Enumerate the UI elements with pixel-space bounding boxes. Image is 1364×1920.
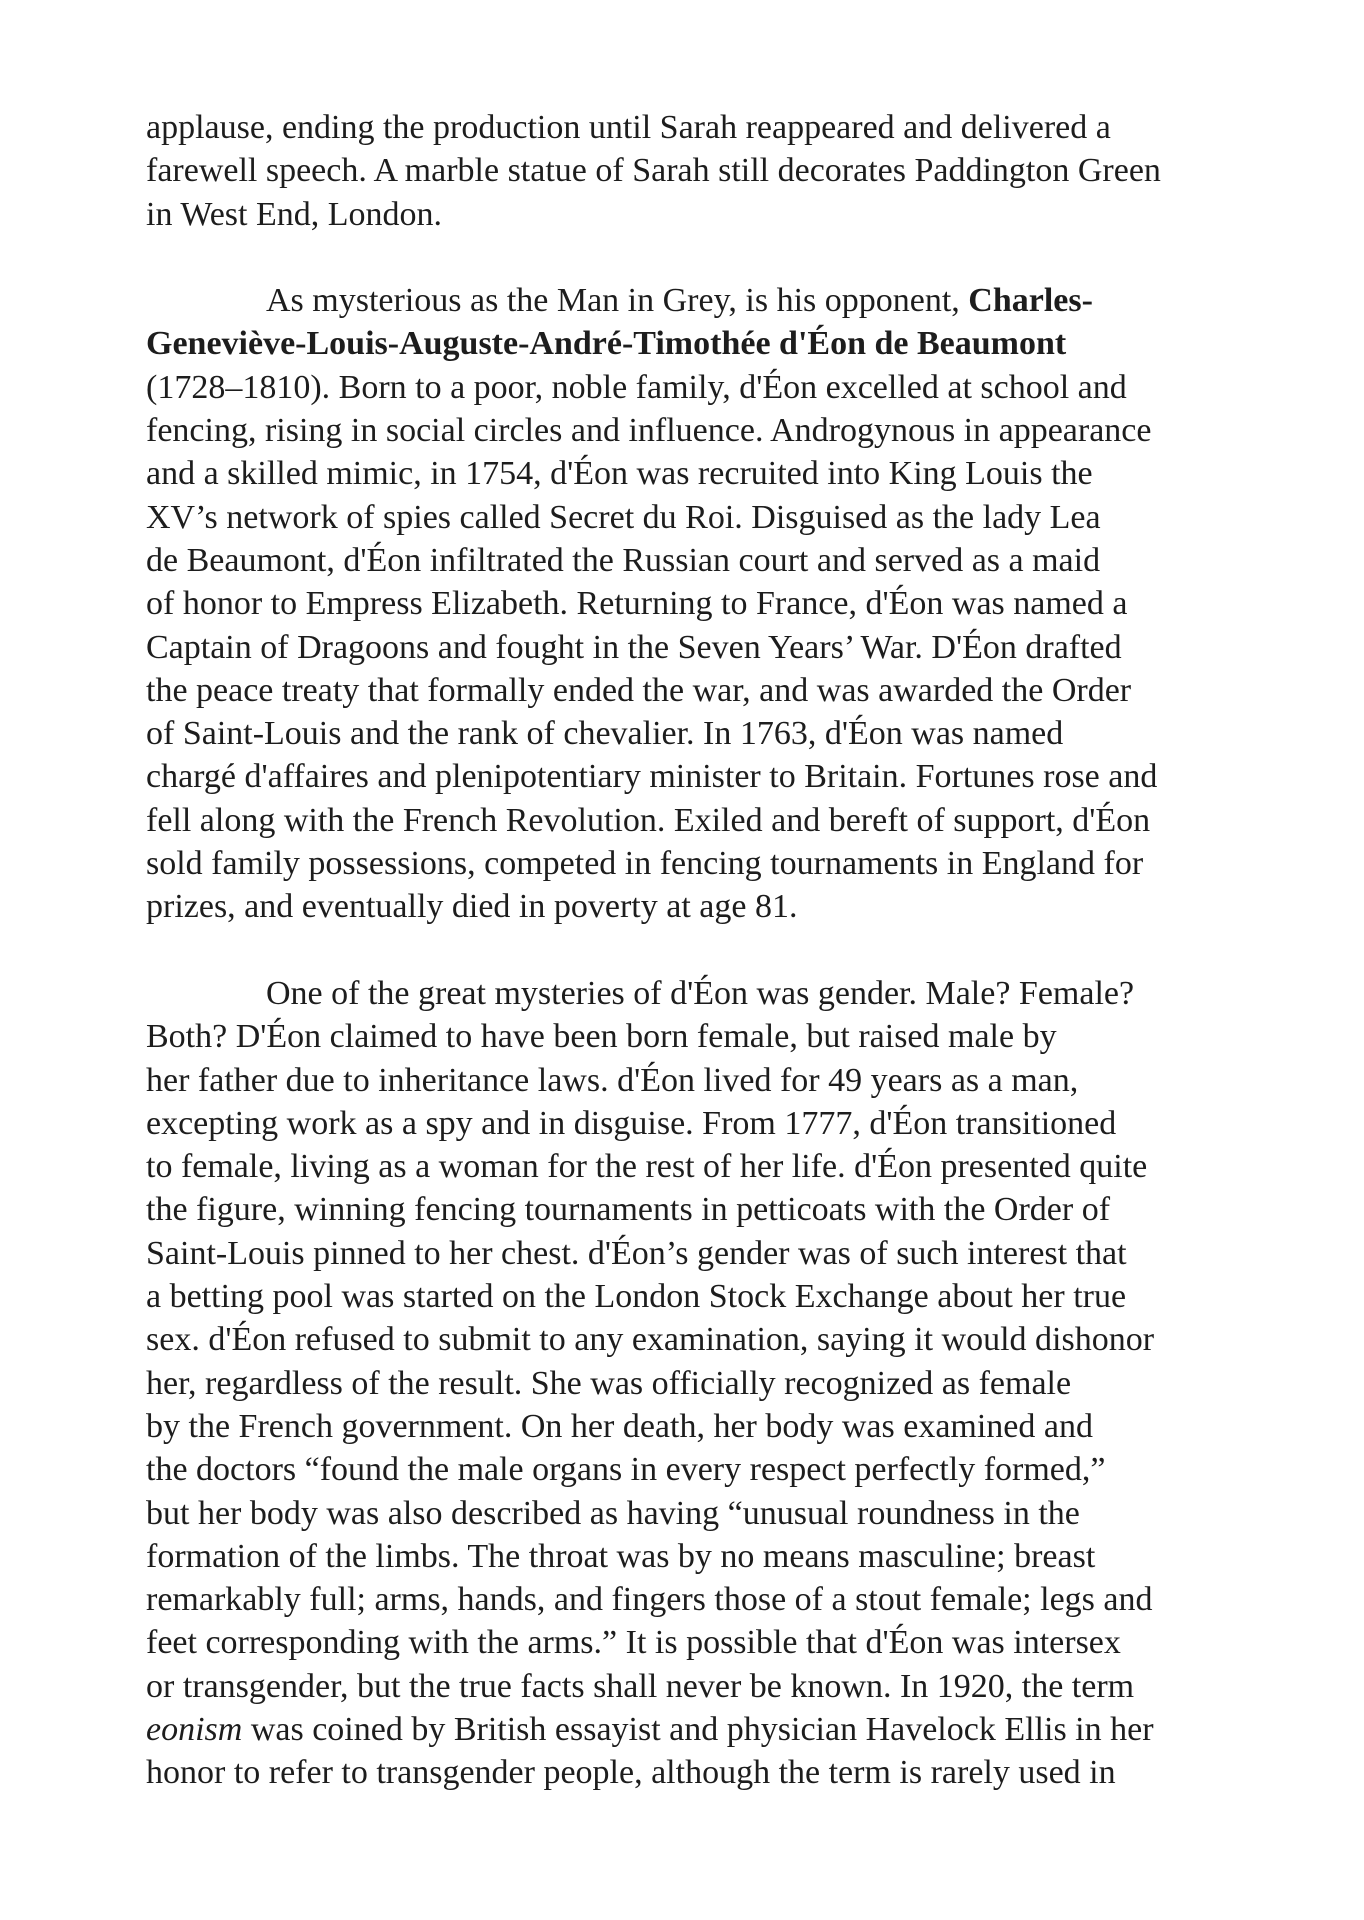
text-run: of Saint-Louis and the rank of chevalier. In 1763, d'Éon was named: [146, 715, 1064, 753]
text-line: [146, 1621, 1276, 1664]
text-line: [146, 755, 1276, 798]
text-run: the doctors “found the male organs in every respect perfectly formed,”: [146, 1451, 1106, 1489]
text-run: formation of the limbs. The throat was by no means masculine; breast: [146, 1537, 1096, 1575]
text-line: [146, 1448, 1276, 1491]
text-line: [146, 1232, 1276, 1275]
text-line: [146, 366, 1276, 409]
text-line: [146, 1188, 1276, 1231]
italic-text-run: eonism: [146, 1710, 243, 1748]
text-run: One of the great mysteries of d'Éon was gender. Male? Female?: [266, 974, 1135, 1012]
text-run: or transgender, but the true facts shall never be known. In 1920, the term: [146, 1667, 1135, 1705]
text-line: [146, 193, 1276, 236]
text-line: [146, 1362, 1276, 1405]
text-run: her father due to inheritance laws. d'Éon lived for 49 years as a man,: [146, 1061, 1079, 1099]
text-run: As mysterious as the Man in Grey, is his opponent,: [266, 282, 969, 320]
text-line: [146, 496, 1276, 539]
text-line: [146, 669, 1276, 712]
text-run: sex. d'Éon refused to submit to any examination, saying it would dishonor: [146, 1321, 1155, 1359]
text-line: [146, 1708, 1276, 1751]
text-line: [146, 582, 1276, 625]
text-line: [146, 149, 1276, 192]
text-run: remarkably full; arms, hands, and fingers those of a stout female; legs and: [146, 1581, 1153, 1619]
text-run: her, regardless of the result. She was officially recognized as female: [146, 1364, 1072, 1402]
text-line: [146, 1492, 1276, 1535]
text-run: in West End, London.: [146, 195, 443, 233]
text-run: honor to refer to transgender people, although the term is rarely used in: [146, 1754, 1116, 1792]
text-line: [146, 799, 1276, 842]
text-run: Saint-Louis pinned to her chest. d'Éon’s gender was of such interest that: [146, 1234, 1127, 1272]
text-line: [146, 1665, 1276, 1708]
text-run: fell along with the French Revolution. Exiled and bereft of support, d'Éon: [146, 801, 1151, 839]
text-run: farewell speech. A marble statue of Sarah still decorates Paddington Green: [146, 152, 1161, 190]
text-line: [146, 539, 1276, 582]
bold-text-run: Charles-: [968, 282, 1093, 320]
text-line: [146, 1145, 1276, 1188]
text-run: a betting pool was started on the London Stock Exchange about her true: [146, 1278, 1127, 1316]
text-run: but her body was also described as having “unusual roundness in the: [146, 1494, 1080, 1532]
paragraph-gap: [146, 929, 1276, 972]
text-line: [146, 279, 1276, 322]
text-line: [146, 626, 1276, 669]
text-run: applause, ending the production until Sarah reappeared and delivered a: [146, 109, 1111, 146]
text-line: [146, 452, 1276, 495]
text-line: [146, 842, 1276, 885]
text-line: [146, 972, 1276, 1015]
text-line: [146, 712, 1276, 755]
text-run: the peace treaty that formally ended the war, and was awarded the Order: [146, 671, 1132, 709]
text-line: [146, 106, 1276, 149]
text-run: de Beaumont, d'Éon infiltrated the Russian court and served as a maid: [146, 541, 1101, 579]
text-line: [146, 1318, 1276, 1361]
text-line: [146, 1015, 1276, 1058]
paragraph: [146, 106, 1276, 236]
text-run: chargé d'affaires and plenipotentiary minister to Britain. Fortunes rose and: [146, 758, 1158, 796]
text-run: (1728–1810). Born to a poor, noble family, d'Éon excelled at school and: [146, 368, 1127, 406]
paragraph: [146, 972, 1276, 1795]
text-line: [146, 322, 1276, 365]
text-run: excepting work as a spy and in disguise. From 1777, d'Éon transitioned: [146, 1104, 1117, 1142]
text-run: and a skilled mimic, in 1754, d'Éon was recruited into King Louis the: [146, 455, 1093, 493]
text-line: [146, 1059, 1276, 1102]
text-run: Both? D'Éon claimed to have been born female, but raised male by: [146, 1018, 1057, 1056]
body-text: [146, 106, 1276, 1795]
text-line: [146, 409, 1276, 452]
paragraph: [146, 279, 1276, 928]
text-run: the figure, winning fencing tournaments in petticoats with the Order of: [146, 1191, 1111, 1229]
text-line: [146, 885, 1276, 928]
text-run: XV’s network of spies called Secret du Roi. Disguised as the lady Lea: [146, 498, 1101, 536]
text-run: was coined by British essayist and physician Havelock Ellis in her: [242, 1710, 1154, 1748]
text-run: of honor to Empress Elizabeth. Returning to France, d'Éon was named a: [146, 585, 1128, 623]
text-run: Captain of Dragoons and fought in the Seven Years’ War. D'Éon drafted: [146, 628, 1122, 666]
text-run: by the French government. On her death, her body was examined and: [146, 1407, 1093, 1445]
text-line: [146, 1275, 1276, 1318]
text-run: prizes, and eventually died in poverty at age 81.: [146, 888, 798, 926]
text-line: [146, 1751, 1276, 1794]
text-run: sold family possessions, competed in fencing tournaments in England for: [146, 845, 1144, 883]
text-line: [146, 1405, 1276, 1448]
text-line: [146, 1535, 1276, 1578]
text-line: [146, 1102, 1276, 1145]
text-run: fencing, rising in social circles and influence. Androgynous in appearance: [146, 412, 1152, 450]
paragraph-gap: [146, 236, 1276, 279]
text-run: feet corresponding with the arms.” It is possible that d'Éon was intersex: [146, 1624, 1121, 1662]
text-line: [146, 1578, 1276, 1621]
text-run: to female, living as a woman for the rest of her life. d'Éon presented quite: [146, 1148, 1148, 1186]
bold-text-run: Geneviève-Louis-Auguste-André-Timothée d'Éon de Beaumont: [146, 325, 1067, 363]
